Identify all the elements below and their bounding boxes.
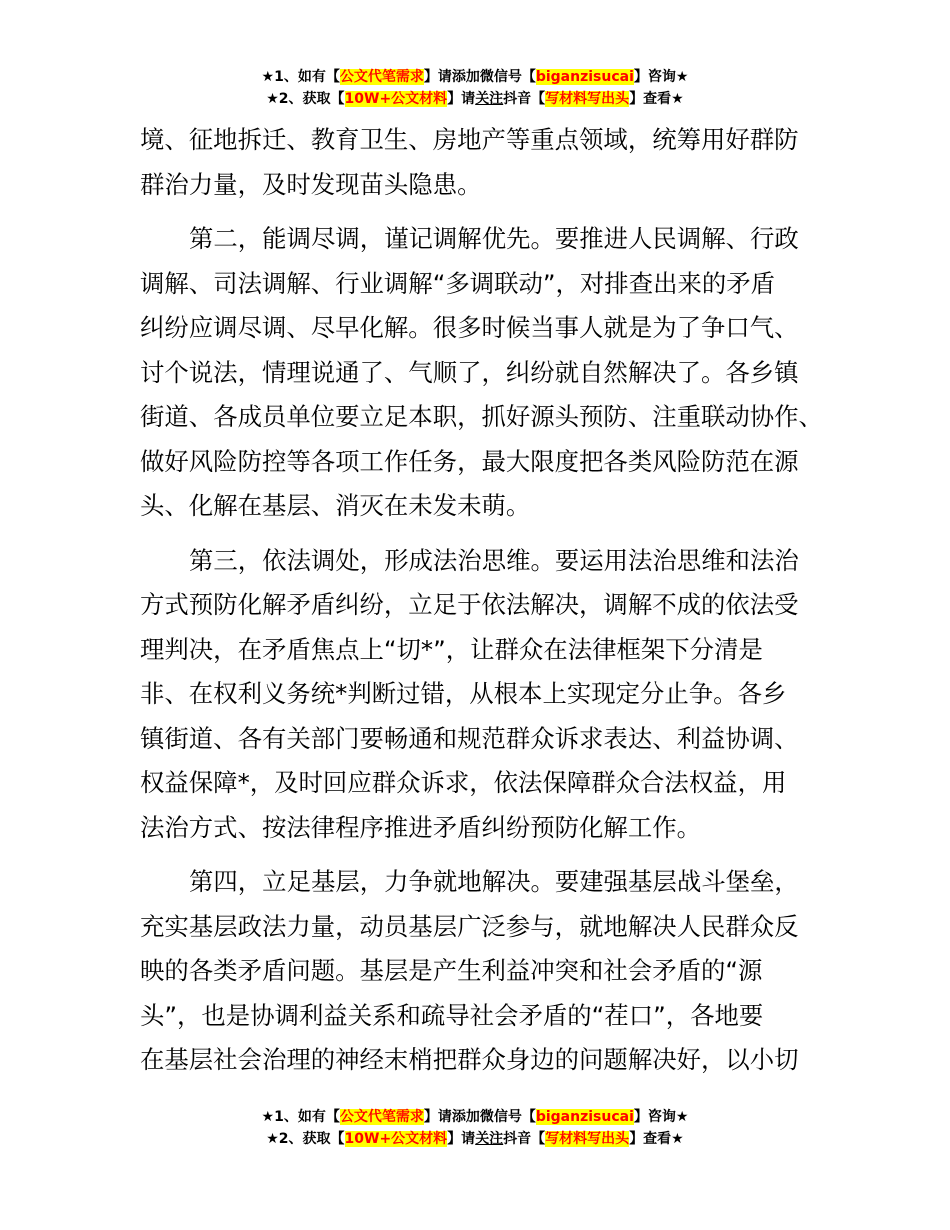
banner-text: 】请 xyxy=(447,1131,476,1147)
banner-text: ★2、获取【 xyxy=(266,91,345,107)
text-line: 理判决，在矛盾焦点上“切*”，让群众在法律框架下分清是 xyxy=(140,634,763,664)
banner-text: 】请 xyxy=(447,91,476,107)
banner-text: ★1、如有【 xyxy=(261,69,340,85)
banner-text: 微信号【 xyxy=(479,69,536,85)
banner-text: 】查看★ xyxy=(629,1131,684,1147)
text-line: 头、化解在基层、消灭在未发未萌。 xyxy=(140,491,531,520)
paragraph-1 xyxy=(140,118,820,207)
paragraph-3 xyxy=(140,539,820,851)
text-line: 方式预防化解矛盾纠纷，立足于依法解决，调解不成的依法受 xyxy=(140,590,799,619)
text-line: 做好风险防控等各项工作任务，最大限度把各类风险防范在源 xyxy=(140,446,799,476)
banner-text: 】咨询★ xyxy=(633,69,689,85)
footer-banner xyxy=(0,1106,950,1150)
paragraph-2 xyxy=(140,217,823,529)
banner-line-2 xyxy=(0,88,950,110)
text-line: 调解、司法调解、行业调解“多调联动”，对排查出来的矛盾 xyxy=(140,268,776,298)
text-line: 第三，依法调处，形成法治思维。要运用法治思维和法治 xyxy=(189,545,799,575)
banner-text: 】查看★ xyxy=(629,91,684,107)
highlight-wechat-id: biganzisucai xyxy=(535,69,634,85)
document-body xyxy=(140,118,823,1093)
text-line: 在基层社会治理的神经末梢把群众身边的问题解决好，以小切 xyxy=(140,1045,799,1074)
text-line: 充实基层政法力量，动员基层广泛参与，就地解决人民群众反 xyxy=(140,911,799,941)
highlight-service: 公文代笔需求 xyxy=(339,1109,424,1125)
banner-text: ★2、获取【 xyxy=(266,1131,345,1147)
text-line: 第四，立足基层，力争就地解决。要建强基层战斗堡垒， xyxy=(189,867,799,896)
highlight-service: 公文代笔需求 xyxy=(339,69,424,85)
banner-text: 微信号【 xyxy=(479,1109,536,1125)
highlight-wechat-id: biganzisucai xyxy=(535,1109,634,1125)
banner-line-2 xyxy=(0,1128,950,1150)
banner-text-follow: 关注 xyxy=(475,1131,504,1147)
text-line: 权益保障*，及时回应群众诉求，依法保障群众合法权益，用 xyxy=(140,768,787,797)
text-line: 第二，能调尽调，谨记调解优先。要推进人民调解、行政 xyxy=(189,224,799,253)
banner-line-1 xyxy=(0,1106,950,1128)
banner-text: ★1、如有【 xyxy=(261,1109,340,1125)
banner-text-add: 添加 xyxy=(451,69,480,85)
banner-text: 抖音【 xyxy=(503,1131,546,1147)
banner-text: 】请 xyxy=(423,1109,452,1125)
text-line: 头”，也是协调利益关系和疏导社会矛盾的“茬口”，各地要 xyxy=(140,1000,764,1030)
text-line: 境、征地拆迁、教育卫生、房地产等重点领域，统筹用好群防 xyxy=(140,125,799,154)
text-line: 街道、各成员单位要立足本职，抓好源头预防、注重联动协作、 xyxy=(140,402,823,431)
highlight-douyin: 写材料写出头 xyxy=(545,1131,630,1147)
text-line: 法治方式、按法律程序推进矛盾纠纷预防化解工作。 xyxy=(140,812,701,842)
highlight-douyin: 写材料写出头 xyxy=(545,91,630,107)
text-line: 群治力量，及时发现苗头隐患。 xyxy=(140,169,482,199)
highlight-materials: 10W+公文材料 xyxy=(344,1131,448,1147)
banner-line-1 xyxy=(0,66,950,88)
paragraph-4 xyxy=(140,860,820,1083)
banner-text-add: 添加 xyxy=(451,1109,480,1125)
banner-text: 抖音【 xyxy=(503,91,546,107)
text-line: 讨个说法，情理说通了、气顺了，纠纷就自然解决了。各乡镇 xyxy=(140,357,799,387)
banner-text: 】咨询★ xyxy=(633,1109,689,1125)
highlight-materials: 10W+公文材料 xyxy=(344,91,448,107)
banner-text-follow: 关注 xyxy=(475,91,504,107)
banner-text: 】请 xyxy=(423,69,452,85)
text-line: 非、在权利义务统*判断过错，从根本上实现定分止争。各乡 xyxy=(140,679,787,708)
text-line: 纠纷应调尽调、尽早化解。很多时候当事人就是为了争口气、 xyxy=(140,313,799,342)
text-line: 映的各类矛盾问题。基层是产生利益冲突和社会矛盾的“源 xyxy=(140,956,763,985)
header-banner xyxy=(0,66,950,110)
text-line: 镇街道、各有关部门要畅通和规范群众诉求表达、利益协调、 xyxy=(140,723,799,753)
